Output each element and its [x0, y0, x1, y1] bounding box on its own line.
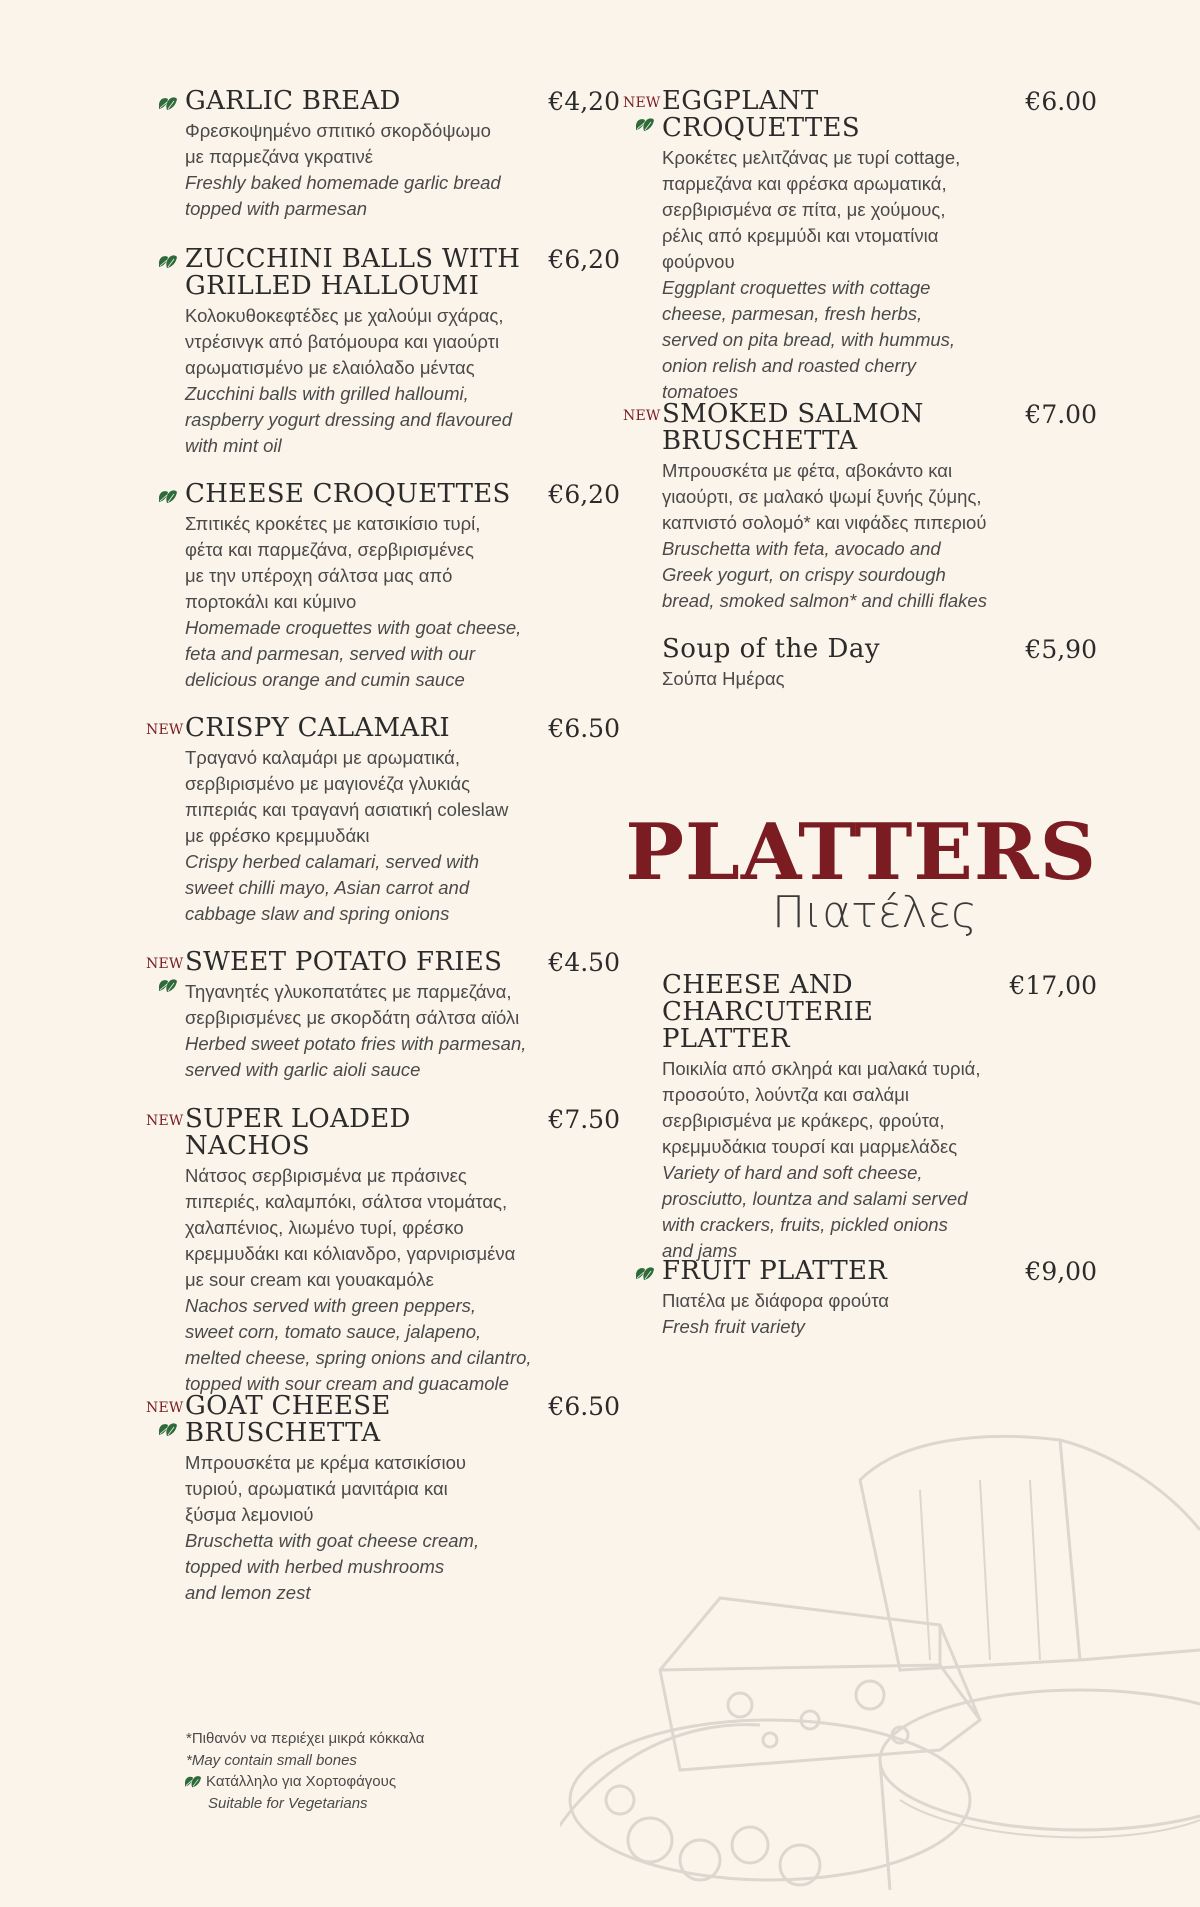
desc-english-line: prosciutto, lountza and salami served — [662, 1188, 968, 1209]
desc-greek-line: Μπρουσκέτα με κρέμα κατσικίσιου — [185, 1452, 467, 1473]
item-name-line: CHEESE AND — [662, 970, 853, 1000]
desc-english-line: bread, smoked salmon* and chilli flakes — [662, 590, 987, 611]
item-name: GARLIC BREAD — [185, 86, 401, 116]
desc-english-line: Herbed sweet potato fries with parmesan, — [185, 1033, 527, 1054]
desc-english-line: Homemade croquettes with goat cheese, — [185, 617, 522, 638]
desc-greek-line: πιπεριές, καλαμπόκι, σάλτσα ντομάτας, — [185, 1191, 508, 1212]
vegetarian-leaf-icon — [158, 1421, 178, 1439]
menu-item-zucchini-balls — [140, 246, 620, 459]
desc-greek-line: Σπιτικές κροκέτες με κατσικίσιο τυρί, — [185, 513, 481, 534]
item-price: €6,20 — [548, 245, 620, 274]
new-badge: NEW — [146, 1113, 184, 1129]
desc-english-line: Crispy herbed calamari, served with — [185, 851, 480, 872]
desc-greek-line: σερβιρισμένες με σκορδάτη σάλτσα αϊόλι — [185, 1007, 520, 1028]
menu-item-cheese-charcuterie-platter — [617, 972, 1097, 1264]
item-name: SUPER LOADED NACHOS — [185, 1104, 411, 1161]
desc-greek-line: ξύσμα λεμονιού — [185, 1504, 314, 1525]
item-name-line: SMOKED SALMON — [662, 399, 924, 429]
desc-english-line: Eggplant croquettes with cottage — [662, 277, 931, 298]
desc-english-line: onion relish and roasted cherry — [662, 355, 917, 376]
desc-greek-line: πορτοκάλι και κύμινο — [185, 591, 357, 612]
desc-english-line: sweet corn, tomato sauce, jalapeno, — [185, 1321, 482, 1342]
platters-section-title: PLATTERS — [625, 807, 1097, 898]
footnote-bones-english: *May contain small bones — [186, 1751, 357, 1769]
menu-item-crispy-calamari — [140, 715, 620, 927]
desc-greek-line: χαλαπένιος, λιωμένο τυρί, φρέσκο — [185, 1217, 464, 1238]
cheese-illustration — [560, 1420, 1200, 1907]
item-name-line: CHARCUTERIE PLATTER — [662, 997, 874, 1054]
menu-item-goat-cheese-bruschetta — [140, 1393, 620, 1606]
desc-english-line: delicious orange and cumin sauce — [185, 669, 465, 690]
item-name: CRISPY CALAMARI — [185, 713, 450, 743]
desc-english-line: Bruschetta with feta, avocado and — [662, 538, 941, 559]
item-price: €4.50 — [548, 948, 620, 977]
menu-item-fruit-platter — [617, 1258, 1097, 1340]
desc-greek-line: Τραγανό καλαμάρι με αρωματικά, — [185, 747, 460, 768]
footnotes — [186, 1728, 424, 1814]
item-name: CHEESE CROQUETTES — [185, 479, 511, 509]
desc-greek-line: σερβιρισμένο με μαγιονέζα γλυκιάς — [185, 773, 471, 794]
desc-greek-line: Φρεσκοψημένο σπιτικό σκορδόψωμο — [185, 120, 491, 141]
item-price: €6.00 — [1025, 87, 1097, 116]
item-name: EGGPLANT CROQUETTES — [662, 86, 860, 143]
item-name-line: BRUSCHETTA — [662, 426, 858, 456]
platters-section-subtitle: Πιατέλες — [771, 887, 977, 938]
vegetarian-leaf-icon — [158, 488, 178, 506]
item-price: €7.00 — [1025, 400, 1097, 429]
desc-greek-line: κρεμμυδάκια τουρσί και μαρμελάδες — [662, 1136, 958, 1157]
item-name-line: BRUSCHETTA — [185, 1418, 381, 1448]
vegetarian-leaf-icon — [158, 253, 178, 271]
new-badge: NEW — [146, 956, 184, 972]
menu-item-cheese-croquettes — [140, 481, 620, 693]
desc-greek-line: καπνιστό σολομό* και νιφάδες πιπεριού — [662, 512, 987, 533]
desc-english-line: sweet chilli mayo, Asian carrot and — [185, 877, 470, 898]
desc-greek-line: Πιατέλα με διάφορα φρούτα — [662, 1290, 889, 1311]
desc-greek-line: τυριού, αρωματικά μανιτάρια και — [185, 1478, 448, 1499]
desc-greek-line: Τηγανητές γλυκοπατάτες με παρμεζάνα, — [185, 981, 512, 1002]
footnote-vegetarian-english: Suitable for Vegetarians — [208, 1794, 368, 1812]
desc-english-line: melted cheese, spring onions and cilantro, — [185, 1347, 532, 1368]
item-name: SWEET POTATO FRIES — [185, 947, 503, 977]
new-badge: NEW — [146, 1400, 184, 1416]
desc-english-line: Fresh fruit variety — [662, 1316, 805, 1337]
new-badge: NEW — [146, 722, 184, 738]
desc-greek-line: κρεμμυδάκι και κόλιανδρο, γαρνιρισμένα — [185, 1243, 516, 1264]
desc-english-line: Bruschetta with goat cheese cream, — [185, 1530, 480, 1551]
new-badge: NEW — [623, 95, 661, 111]
desc-greek-line: παρμεζάνα και φρέσκα αρωματικά, — [662, 173, 947, 194]
item-price: €6.50 — [548, 714, 620, 743]
desc-english-line: cabbage slaw and spring onions — [185, 903, 450, 924]
desc-greek-line: Σούπα Ημέρας — [662, 668, 785, 689]
desc-english-line: topped with herbed mushrooms — [185, 1556, 445, 1577]
desc-english-line: raspberry yogurt dressing and flavoured — [185, 409, 513, 430]
desc-english-line: feta and parmesan, served with our — [185, 643, 475, 664]
desc-english-line: Greek yogurt, on crispy sourdough — [662, 564, 946, 585]
item-name: Soup of the Day — [662, 634, 881, 664]
item-price: €7.50 — [548, 1105, 620, 1134]
desc-english-line: served with garlic aioli sauce — [185, 1059, 421, 1080]
desc-english-line: Nachos served with green peppers, — [185, 1295, 477, 1316]
desc-english-line: with mint oil — [185, 435, 282, 456]
footnote-vegetarian-greek-text: Κατάλληλο για Χορτοφάγους — [206, 1773, 397, 1790]
desc-greek-line: γιαούρτι, σε μαλακό ψωμί ξυνής ζύμης, — [662, 486, 982, 507]
desc-english-line: served on pita bread, with hummus, — [662, 329, 956, 350]
vegetarian-leaf-icon — [158, 977, 178, 995]
desc-english-line: with crackers, fruits, pickled onions — [662, 1214, 948, 1235]
desc-greek-line: Νάτσος σερβιρισμένα με πράσινες — [185, 1165, 467, 1186]
desc-greek-line: σερβιρισμένα με κράκερς, φρούτα, — [662, 1110, 945, 1131]
desc-greek-line: Κροκέτες μελιτζάνας με τυρί cottage, — [662, 147, 961, 168]
item-price: €9,00 — [1025, 1257, 1097, 1286]
new-badge: NEW — [623, 408, 661, 424]
desc-greek-line: ντρέσινγκ από βατόμουρα και γιαούρτι — [185, 331, 500, 352]
desc-english-line: cheese, parmesan, fresh herbs, — [662, 303, 923, 324]
menu-item-garlic-bread — [140, 88, 620, 222]
desc-greek-line: Κολοκυθοκεφτέδες με χαλούμι σχάρας, — [185, 305, 504, 326]
item-name: FRUIT PLATTER — [662, 1256, 888, 1286]
desc-english-line: Zucchini balls with grilled halloumi, — [185, 383, 469, 404]
desc-english-line: and jams — [662, 1240, 738, 1261]
item-price: €17,00 — [1009, 971, 1097, 1000]
desc-greek-line: με φρέσκο κρεμμυδάκι — [185, 825, 370, 846]
vegetarian-leaf-icon — [635, 1265, 655, 1283]
desc-english-line: Freshly baked homemade garlic bread — [185, 172, 501, 193]
item-price: €6,20 — [548, 480, 620, 509]
desc-english-line: topped with parmesan — [185, 198, 368, 219]
item-name-line: ZUCCHINI BALLS WITH — [185, 244, 521, 274]
desc-greek-line: με παρμεζάνα γκρατινέ — [185, 146, 374, 167]
desc-greek-line: Ποικιλία από σκληρά και μαλακά τυριά, — [662, 1058, 981, 1079]
desc-greek-line: με την υπέροχη σάλτσα μας από — [185, 565, 453, 586]
desc-greek-line: Μπρουσκέτα με φέτα, αβοκάντο και — [662, 460, 953, 481]
item-price: €5,90 — [1025, 635, 1097, 664]
desc-greek-line: φέτα και παρμεζάνα, σερβιρισμένες — [185, 539, 474, 560]
menu-item-smoked-salmon-bruschetta — [617, 401, 1097, 614]
desc-english-line: topped with sour cream and guacamole — [185, 1373, 509, 1394]
desc-greek-line: με sour cream και γουακαμόλε — [185, 1269, 434, 1290]
vegetarian-leaf-icon — [635, 116, 655, 134]
desc-english-line: tomatoes — [662, 381, 739, 402]
desc-greek-line: φούρνου — [662, 251, 735, 272]
menu-item-sweet-potato-fries — [140, 949, 620, 1083]
desc-english-line: Variety of hard and soft cheese, — [662, 1162, 923, 1183]
footnote-vegetarian-greek — [184, 1771, 424, 1793]
menu-item-soup-of-the-day — [617, 636, 1097, 692]
item-price: €6.50 — [548, 1392, 620, 1421]
desc-english-line: and lemon zest — [185, 1582, 311, 1603]
desc-greek-line: σερβιρισμένα σε πίτα, με χούμους, — [662, 199, 946, 220]
desc-greek-line: αρωματισμένο με ελαιόλαδο μέντας — [185, 357, 475, 378]
footnote-bones-greek: *Πιθανόν να περιέχει μικρά κόκκαλα — [186, 1730, 425, 1747]
vegetarian-leaf-icon — [158, 95, 178, 113]
desc-greek-line: προσούτο, λούντζα και σαλάμι — [662, 1084, 909, 1105]
item-name-line: GRILLED HALLOUMI — [185, 271, 480, 301]
vegetarian-leaf-icon — [184, 1774, 202, 1790]
desc-greek-line: πιπεριάς και τραγανή ασιατική coleslaw — [185, 799, 509, 820]
menu-item-super-loaded-nachos — [140, 1106, 620, 1397]
item-price: €4,20 — [548, 87, 620, 116]
desc-greek-line: ρέλις από κρεμμύδι και ντοματίνια — [662, 225, 939, 246]
item-name-line: GOAT CHEESE — [185, 1391, 391, 1421]
menu-item-eggplant-croquettes — [617, 88, 1097, 405]
